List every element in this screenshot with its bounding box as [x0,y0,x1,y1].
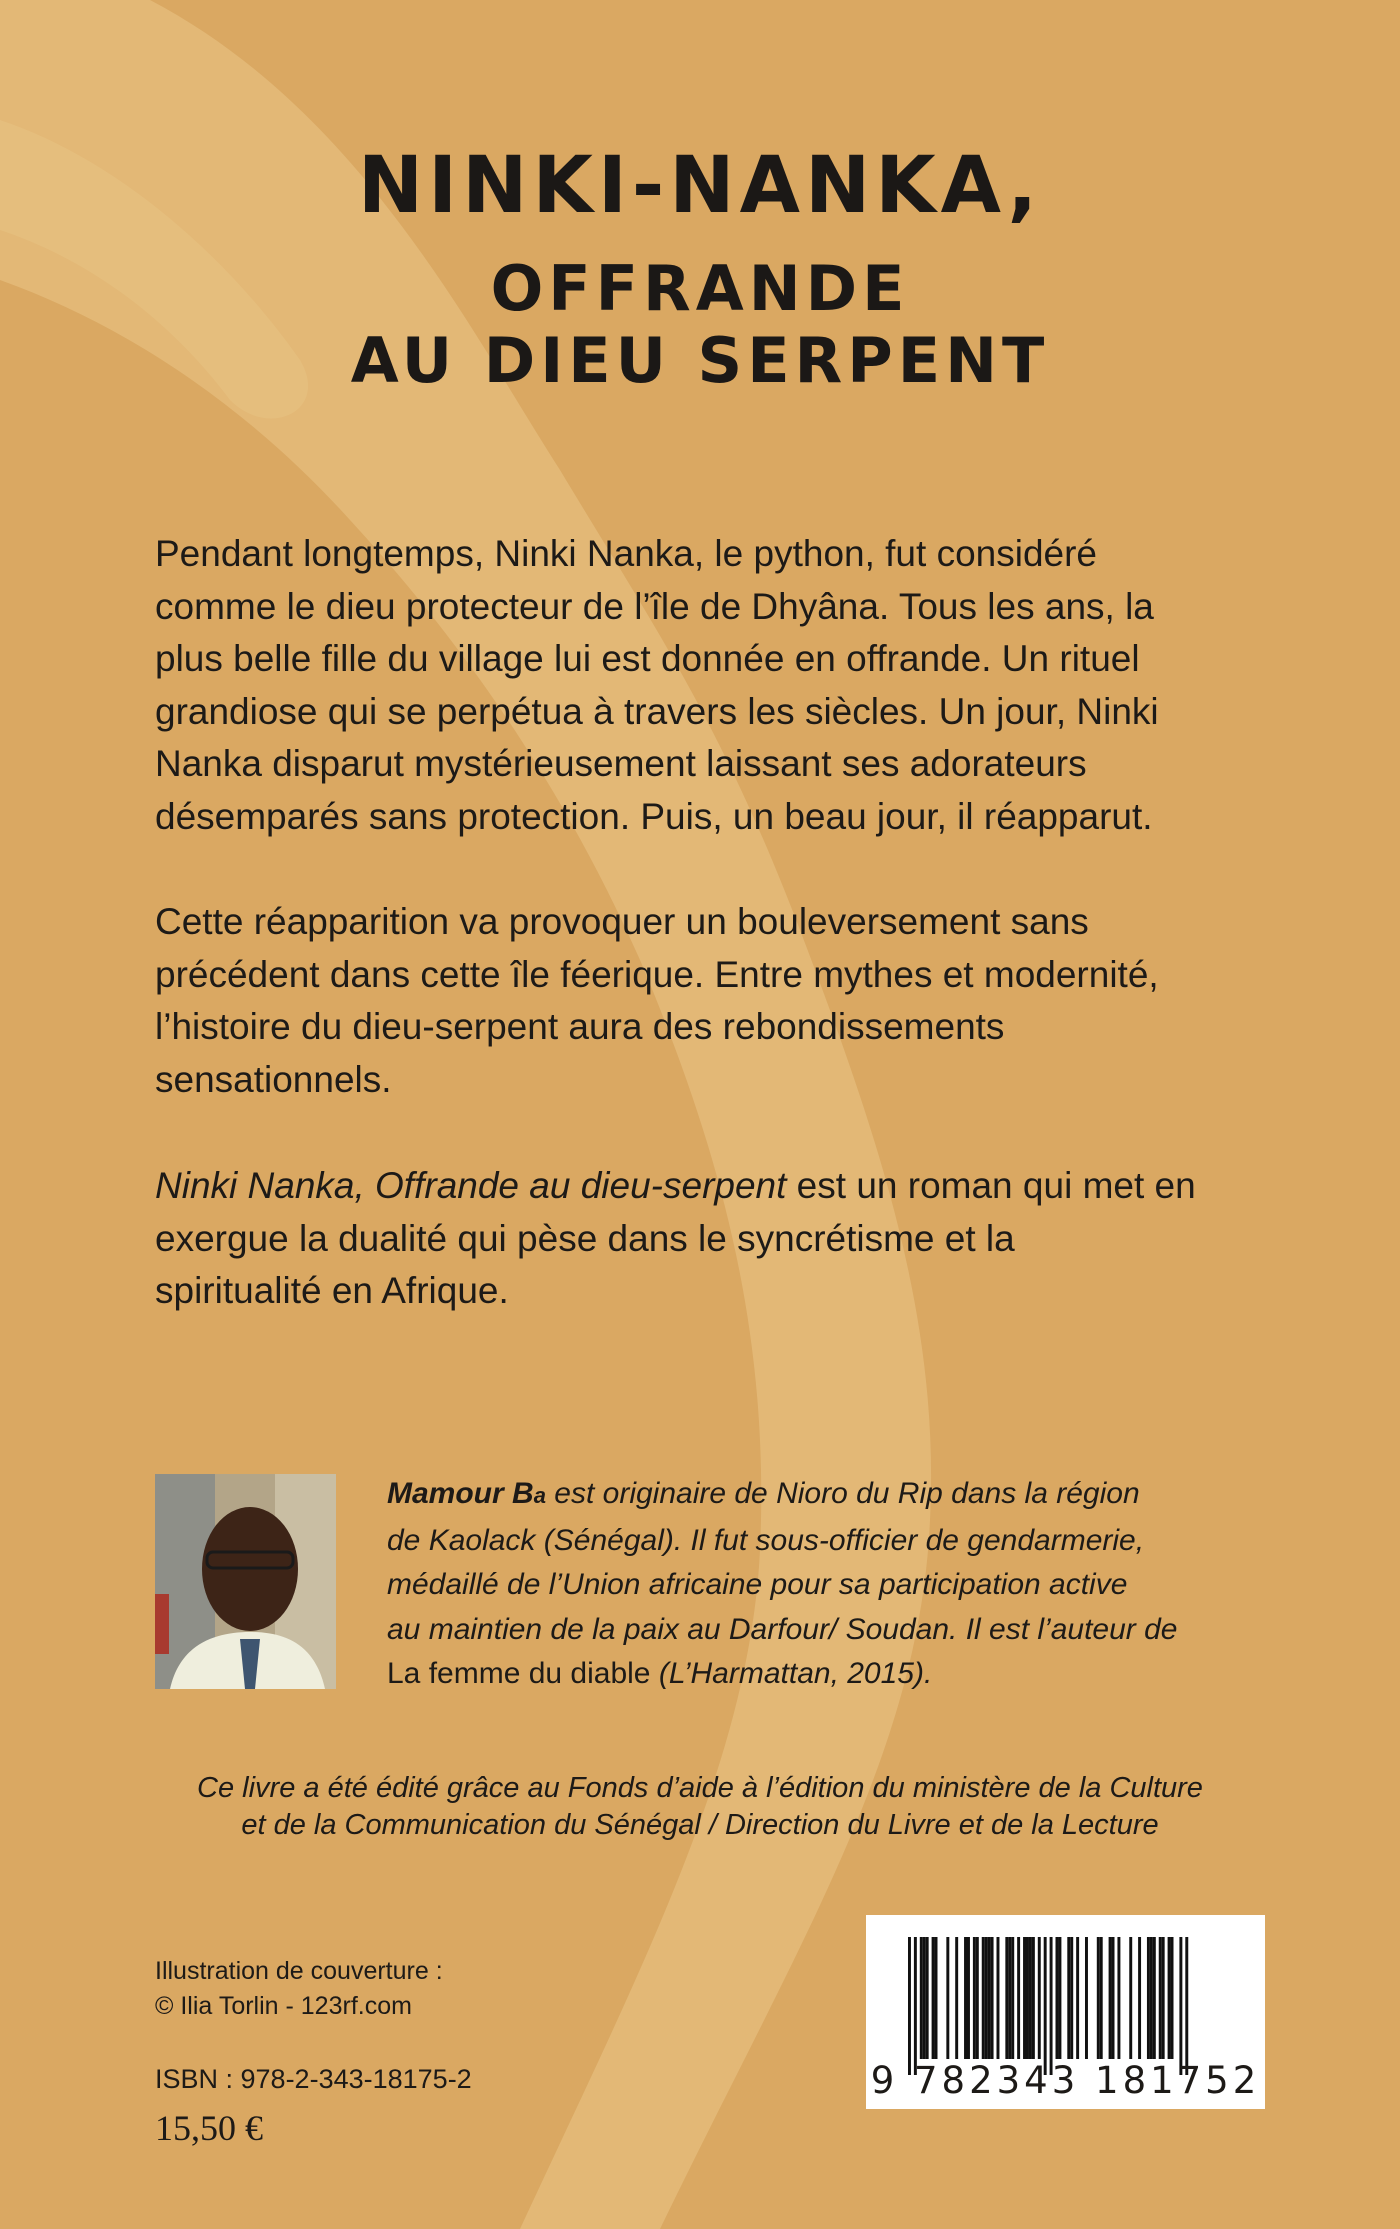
barcode-bar [1058,1937,1061,2059]
barcode-bar [1038,1937,1041,2059]
barcode-bar [1011,1937,1014,2059]
synopsis-line: Nanka disparut mystérieusement laissant ses adorateurs [155,743,1087,784]
barcode-bar [982,1937,985,2059]
barcode-digits: 9 782343 181752 [870,2059,1261,2102]
barcode-bar [946,1937,949,2059]
barcode-bar [997,1937,1000,2059]
synopsis-line: exergue la dualité qui pèse dans le syncrétisme et la [155,1217,1015,1259]
barcode-bar [935,1937,938,2059]
synopsis-text: est un roman qui met en [786,1165,1196,1206]
book-title-line-2: OFFRANDE [490,252,910,325]
synopsis-paragraph-1 [155,528,1243,843]
bio-line: Mamour Ba est originaire de Nioro du Rip dans la région [387,1477,1140,1510]
barcode-bar [1056,1937,1059,2059]
price: 15,50 € [155,2108,263,2148]
previous-book-publisher: (L’Harmattan, 2015). [650,1657,933,1690]
book-title-italic: Ninki Nanka, Offrande au dieu-serpent [155,1165,787,1206]
bio-line: au maintien de la paix au Darfour/ Soudan. Il est l’auteur de [387,1612,1178,1646]
barcode-bar [1029,1937,1032,2059]
barcode-bar [1129,1937,1132,2059]
synopsis-line: précédent dans cette île féerique. Entre mythes et modernité, [155,953,1159,995]
barcode-bar [1050,1937,1053,2075]
barcode-bar [1005,1937,1008,2059]
barcode-bar [1008,1937,1011,2059]
barcode-bar [923,1937,926,2059]
barcode-bar [976,1937,979,2059]
barcode-bar [967,1937,970,2059]
barcode-bar [932,1937,935,2059]
author-bio [387,1472,1243,1697]
barcode-bar [1032,1937,1035,2059]
barcode-bar [1017,1937,1020,2059]
funding-credit [0,1770,1400,1844]
author-photo [155,1474,336,1689]
barcode-bar [973,1937,976,2059]
barcode-bar [1162,1937,1165,2059]
barcode-bar [1076,1937,1079,2059]
barcode-bar [1026,1937,1029,2059]
previous-book-title: La femme du diable [387,1657,651,1690]
barcode-bar [1100,1937,1103,2059]
funding-credit-line: Ce livre a été édité grâce au Fonds d’aide à l’édition du ministère de la Culture [197,1772,1203,1804]
barcode-bar [991,1937,994,2059]
isbn: ISBN : 978-2-343-18175-2 [155,2064,472,2094]
barcode-bar [1117,1937,1120,2059]
barcode-bar [908,1937,911,2075]
illustration-credit-label: Illustration de couverture : [155,1957,443,1985]
synopsis-line: plus belle fille du village lui est donnée en offrande. Un rituel [155,638,1140,679]
barcode-bar [914,1937,917,2075]
funding-credit-line: et de la Communication du Sénégal / Direction du Livre et de la Lecture [241,1809,1159,1841]
synopsis-line: spiritualité en Afrique. [155,1270,509,1311]
book-title-line-3: AU DIEU SERPENT [350,324,1050,397]
synopsis-line: sensationnels. [155,1058,392,1100]
synopsis-line [155,1160,1243,1213]
barcode-bar [1147,1937,1150,2059]
barcode-bar [1185,1937,1188,2075]
barcode-bar [964,1937,967,2059]
synopsis-line: l’histoire du dieu-serpent aura des rebondissements [155,1006,1005,1047]
barcode-bar [926,1937,929,2059]
synopsis-line: grandiose qui se perpétua à travers les siècles. Un jour, Ninki [155,690,1159,732]
barcode-bar [1067,1937,1070,2059]
barcode-bar [1171,1937,1174,2059]
barcode-bar [1023,1937,1026,2059]
barcode-bar [1044,1937,1047,2075]
synopsis-line: Pendant longtemps, Ninki Nanka, le python, fut considéré [155,533,1098,574]
barcode-bar [1109,1937,1112,2059]
barcode-bar [1138,1937,1141,2059]
author-name: Mamour Ba [387,1477,546,1510]
barcode-bar [1097,1937,1100,2059]
barcode-bar [988,1937,991,2059]
barcode-bar [955,1937,958,2059]
illustration-credit-value: © Ilia Torlin - 123rf.com [155,1992,412,2020]
barcode-bar [985,1937,988,2059]
bio-line: médaillé de l’Union africaine pour sa participation active [387,1568,1128,1601]
barcode-bar [1179,1937,1182,2075]
synopsis-paragraph-3 [155,1160,1243,1318]
synopsis-line: Cette réapparition va provoquer un bouleversement sans [155,901,1089,942]
barcode-bar [920,1937,923,2059]
bio-line: de Kaolack (Sénégal). Il fut sous-officier de gendarmerie, [387,1523,1145,1557]
bio-line [387,1652,1243,1697]
barcode-bar [1150,1937,1153,2059]
book-title-line-1: NINKI-NANKA, [357,141,1043,231]
illustration-credit [155,1954,443,2024]
barcode-bar [1112,1937,1115,2059]
barcode-bar [1153,1937,1156,2059]
barcode-bar [1168,1937,1171,2059]
synopsis-line: comme le dieu protecteur de l’île de Dhyâna. Tous les ans, la [155,585,1154,627]
barcode-bar [1070,1937,1073,2059]
barcode-bar [1085,1937,1088,2059]
synopsis-line: désemparés sans protection. Puis, un beau jour, il réapparut. [155,795,1153,837]
barcode-bar [1159,1937,1162,2059]
synopsis-paragraph-2 [155,896,1243,1106]
